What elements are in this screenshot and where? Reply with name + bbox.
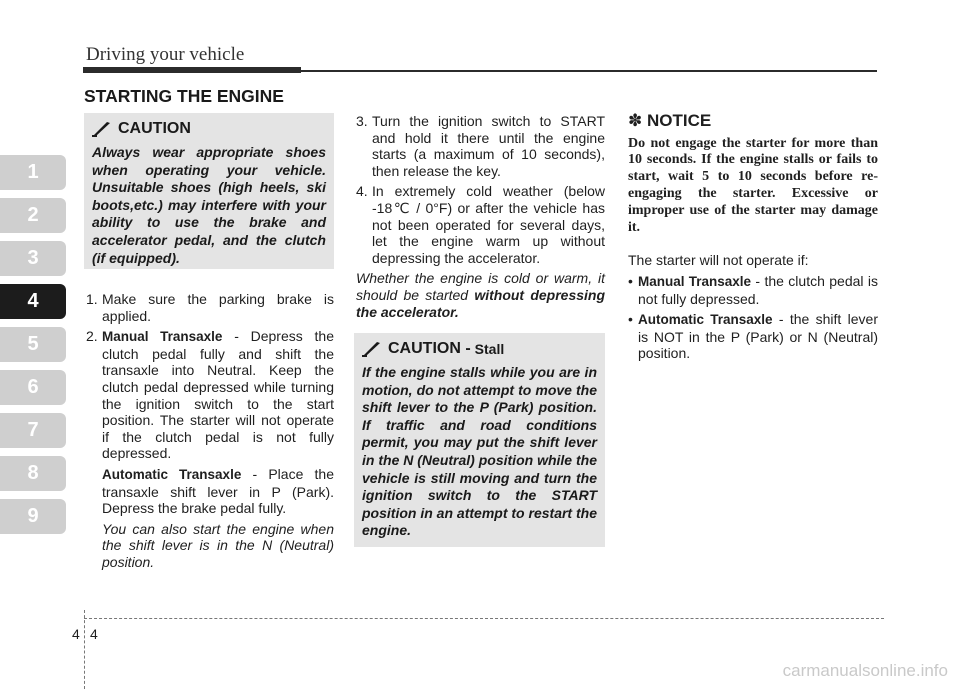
chapter-tabs <box>0 155 66 542</box>
step-number: 1. <box>86 291 98 307</box>
footer-horizontal-rule <box>84 618 884 619</box>
step-number: 3. <box>356 113 368 129</box>
chapter-tab-8[interactable]: 8 <box>0 456 66 491</box>
column-middle <box>356 113 605 324</box>
chapter-tab-9[interactable]: 9 <box>0 499 66 534</box>
bullet-item <box>628 273 878 307</box>
caution-body: If the engine stalls while you are in motion, do not attempt to move the shift lever to the P (Park) position. If traffic and road conditions permit, you may put the shift lever in the N (Neutral) position while the vehicle is still moving and turn the ignition switch to the START position in an attempt to restart the engine. <box>362 364 597 539</box>
chapter-tab-2[interactable]: 2 <box>0 198 66 233</box>
step-1 <box>86 291 334 324</box>
chapter-tab-7[interactable]: 7 <box>0 413 66 448</box>
footer-vertical-rule <box>84 610 85 689</box>
pencil-icon <box>92 121 112 137</box>
automatic-transaxle-label: Automatic Transaxle <box>102 466 242 482</box>
bullet-detail: - the clutch pedal is not fully depressed. <box>638 272 878 307</box>
cold-warm-note-italic: Whether the engine is cold or warm, it should be started <box>356 270 605 303</box>
chapter-tab-6[interactable]: 6 <box>0 370 66 405</box>
neutral-position-note: You can also start the engine when the shift lever is in the N (Neutral) position. <box>102 520 334 570</box>
cold-warm-note <box>356 270 605 320</box>
manual-transaxle-text: - Depress the clutch pedal fully and shift the transaxle into Neutral. Keep the clutch pedal depressed while turning the ignition switch to the start position. The starter will not operate if the clutch pedal is not fully depressed. <box>102 328 334 462</box>
caution-subtitle: Stall <box>474 341 505 357</box>
section-title: STARTING THE ENGINE <box>84 86 284 106</box>
automatic-transaxle-text: - Place the transaxle shift lever in P (Park). Depress the brake pedal fully. <box>102 465 334 517</box>
column-right <box>628 113 878 366</box>
header-rule-thick <box>83 67 301 73</box>
notice-symbol-icon: ✽ <box>628 111 643 130</box>
bullet-item <box>628 311 878 362</box>
caution-box-stall <box>354 333 605 547</box>
step-3 <box>356 113 605 179</box>
watermark: carmanualsonline.info <box>782 661 948 680</box>
caution-body: Always wear appropriate shoes when operating your vehicle. Unsuitable shoes (high heels, ski boots,etc.) may interfere with your ability to use the brake and accelerator pedal, and the clutch (if equipped). <box>92 144 326 266</box>
bullet-label: Manual Transaxle <box>638 273 752 289</box>
pencil-icon <box>362 341 382 357</box>
header-rule-thin <box>301 70 877 72</box>
manual-transaxle-label: Manual Transaxle <box>102 329 223 345</box>
step-text: In extremely cold weather (below -18℃ / 0°F) or after the vehicle has not been operated for several days, let the engine warm up without depressing the accelerator. <box>372 183 605 266</box>
chapter-tab-3[interactable]: 3 <box>0 241 66 276</box>
starter-intro: The starter will not operate if: <box>628 252 809 269</box>
caution-box-shoes <box>84 113 334 269</box>
caution-title: CAUTION <box>118 120 191 137</box>
bullet-text <box>638 311 878 362</box>
notice-title <box>628 113 878 130</box>
chapter-header-title: Driving your vehicle <box>86 44 245 65</box>
automatic-transaxle-paragraph <box>102 466 334 517</box>
caution-header <box>84 113 334 138</box>
step-text: Turn the ignition switch to START and hold it there until the engine starts (a maximum of 10 seconds), then release the key. <box>372 113 605 179</box>
page-number: 4 <box>90 626 98 642</box>
bullet-label: Automatic Transaxle <box>638 312 773 328</box>
caution-title: CAUTION - <box>388 340 471 357</box>
notice-body: Do not engage the starter for more than 10 seconds. If the engine stalls or fails to start, wait 5 to 10 seconds before re-engaging the starter. Excessive or improper use of the starter may damage it. <box>628 135 878 235</box>
page-chapter-number: 4 <box>72 626 80 642</box>
bullet-dot-icon: • <box>628 311 633 328</box>
notice-title-text: NOTICE <box>642 111 712 130</box>
step-number: 4. <box>356 183 368 200</box>
cold-warm-note-bold: without depressing the accelerator. <box>356 286 606 320</box>
step-2 <box>86 328 334 462</box>
caution-header <box>354 333 605 358</box>
step-4 <box>356 183 605 266</box>
column-left <box>86 291 334 575</box>
step-number: 2. <box>86 328 98 345</box>
step-text <box>102 328 334 462</box>
chapter-tab-5[interactable]: 5 <box>0 327 66 362</box>
bullet-dot-icon: • <box>628 272 633 289</box>
bullet-detail: - the shift lever is NOT in the P (Park) or N (Neutral) position. <box>638 311 879 362</box>
chapter-tab-4[interactable]: 4 <box>0 284 66 319</box>
chapter-tab-1[interactable]: 1 <box>0 155 66 190</box>
step-text: Make sure the parking brake is applied. <box>102 291 334 324</box>
bullet-text <box>638 273 878 307</box>
